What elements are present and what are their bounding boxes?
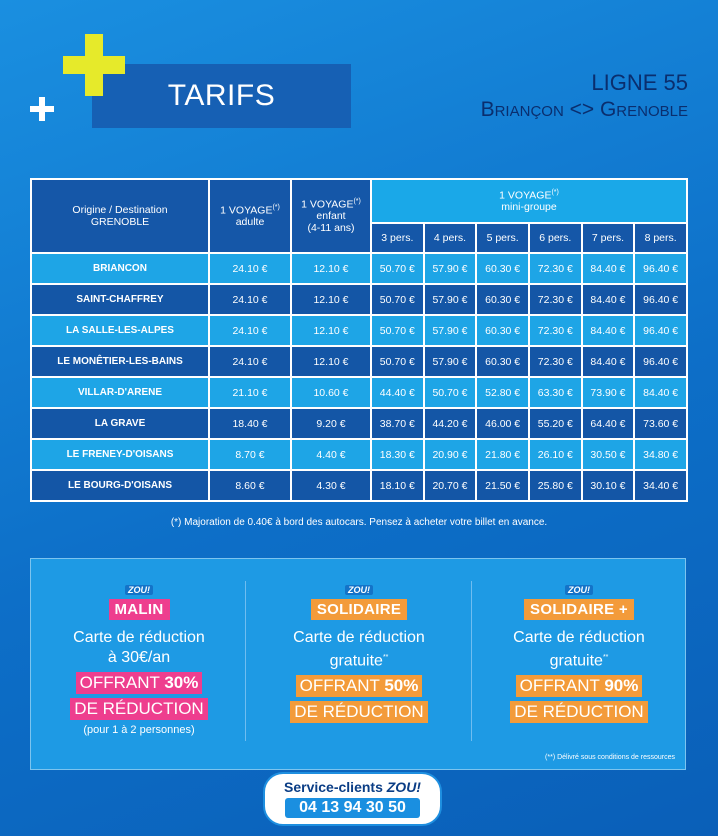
group-price-cell: 55.20 € — [530, 409, 581, 438]
card-desc-l1: Carte de réduction — [513, 629, 645, 646]
offer-value: 50% — [384, 676, 419, 696]
header-adult — [210, 180, 290, 252]
group-price-cell: 72.30 € — [530, 285, 581, 314]
group-price-cell: 20.70 € — [425, 471, 476, 500]
card-desc — [471, 628, 687, 671]
group-price-cell: 84.40 € — [583, 316, 634, 345]
card-offer-l2: DE RÉDUCTION — [290, 701, 427, 723]
fare-rows — [32, 254, 686, 500]
header-adult-sup: (*) — [272, 203, 280, 211]
group-price-cell: 46.00 € — [477, 409, 528, 438]
group-price-cell: 50.70 € — [372, 254, 423, 283]
group-size: 5 pers. — [477, 224, 528, 252]
group-price-cell: 64.40 € — [583, 409, 634, 438]
group-price-cell: 50.70 € — [372, 347, 423, 376]
group-price-cell: 72.30 € — [530, 316, 581, 345]
card-offer — [76, 672, 203, 694]
page-title-text: TARIFS — [167, 79, 276, 112]
card-name: SOLIDAIRE — [311, 599, 407, 620]
destination-cell: LE FRENEY-D'OISANS — [32, 440, 208, 469]
plus-yellow-icon — [63, 34, 125, 96]
group-price-cell: 50.70 € — [425, 378, 476, 407]
adult-price-cell: 24.10 € — [210, 254, 290, 283]
service-label-row — [265, 779, 440, 795]
group-price-cell: 30.10 € — [583, 471, 634, 500]
group-price-cell: 21.50 € — [477, 471, 528, 500]
group-price-cell: 96.40 € — [635, 316, 686, 345]
zou-logo: ZOU! — [565, 585, 593, 595]
group-price-cell: 18.10 € — [372, 471, 423, 500]
offer-value: 90% — [604, 676, 639, 696]
group-price-cell: 63.30 € — [530, 378, 581, 407]
header-origin-l1: Origine / Destination — [72, 204, 168, 216]
child-price-cell: 12.10 € — [292, 254, 370, 283]
group-price-cell: 73.90 € — [583, 378, 634, 407]
group-price-cell: 84.40 € — [635, 378, 686, 407]
offer-value: 30% — [164, 673, 199, 692]
child-price-cell: 12.10 € — [292, 347, 370, 376]
header-group-l2: mini-groupe — [501, 201, 557, 214]
table-row — [32, 471, 686, 500]
card-offer — [296, 675, 423, 697]
header-child-l1: 1 VOYAGE — [301, 198, 354, 211]
group-price-cell: 96.40 € — [635, 347, 686, 376]
destination-cell: BRIANCON — [32, 254, 208, 283]
child-price-cell: 12.10 € — [292, 285, 370, 314]
card-sup: ** — [602, 654, 609, 661]
table-row — [32, 440, 686, 469]
child-price-cell: 12.10 € — [292, 316, 370, 345]
header-child-l3: (4-11 ans) — [307, 222, 355, 235]
service-clients[interactable] — [263, 772, 442, 826]
group-price-cell: 50.70 € — [372, 285, 423, 314]
line-route: Briançon <> Grenoble — [480, 98, 688, 121]
group-price-cell: 38.70 € — [372, 409, 423, 438]
group-price-cell: 73.60 € — [635, 409, 686, 438]
table-row — [32, 409, 686, 438]
card-solidaire-plus — [471, 559, 687, 769]
adult-price-cell: 18.40 € — [210, 409, 290, 438]
table-footnote: (*) Majoration de 0.40€ à bord des autocars. Pensez à acheter votre billet en avance. — [170, 517, 548, 528]
card-offer — [516, 675, 643, 697]
line-number: LIGNE 55 — [591, 70, 688, 95]
header-child — [292, 180, 370, 252]
page-title — [92, 64, 351, 128]
group-price-cell: 30.50 € — [583, 440, 634, 469]
child-price-cell: 4.30 € — [292, 471, 370, 500]
destination-cell: LA GRAVE — [32, 409, 208, 438]
group-price-cell: 60.30 € — [477, 285, 528, 314]
card-desc — [251, 628, 467, 671]
line-info — [481, 70, 688, 122]
child-price-cell: 9.20 € — [292, 409, 370, 438]
card-desc-l2: gratuite — [329, 652, 383, 670]
group-price-cell: 44.20 € — [425, 409, 476, 438]
group-price-cell: 84.40 € — [583, 254, 634, 283]
group-price-cell: 57.90 € — [425, 254, 476, 283]
group-price-cell: 60.30 € — [477, 316, 528, 345]
card-offer-l2: DE RÉDUCTION — [510, 701, 647, 723]
card-offer-l2: DE RÉDUCTION — [70, 698, 207, 720]
group-price-cell: 72.30 € — [530, 254, 581, 283]
card-desc — [31, 628, 247, 668]
header-origin-l2: GRENOBLE — [90, 216, 150, 228]
header-child-sup: (*) — [353, 197, 361, 205]
header-group — [372, 180, 686, 222]
group-price-cell: 84.40 € — [583, 285, 634, 314]
card-note: (pour 1 à 2 personnes) — [83, 724, 195, 736]
adult-price-cell: 24.10 € — [210, 316, 290, 345]
destination-cell: LA SALLE-LES-ALPES — [32, 316, 208, 345]
header-adult-l2: adulte — [235, 216, 265, 229]
group-price-cell: 34.80 € — [635, 440, 686, 469]
plus-white-icon — [30, 97, 54, 121]
group-price-cell: 60.30 € — [477, 347, 528, 376]
card-desc-l2: à 30€/an — [107, 649, 171, 666]
group-price-cell: 25.80 € — [530, 471, 581, 500]
table-row — [32, 316, 686, 345]
destination-cell: LE MONÊTIER-LES-BAINS — [32, 347, 208, 376]
group-price-cell: 57.90 € — [425, 316, 476, 345]
card-name: MALIN — [109, 599, 170, 620]
service-phone[interactable]: 04 13 94 30 50 — [285, 798, 420, 818]
group-price-cell: 96.40 € — [635, 254, 686, 283]
adult-price-cell: 8.60 € — [210, 471, 290, 500]
table-row — [32, 285, 686, 314]
header-child-l2: enfant — [316, 210, 346, 223]
zou-logo: ZOU! — [125, 585, 153, 595]
zou-logo: ZOU! — [345, 585, 373, 595]
group-size: 3 pers. — [372, 224, 423, 252]
group-price-cell: 50.70 € — [372, 316, 423, 345]
group-price-cell: 20.90 € — [425, 440, 476, 469]
header-origin — [32, 180, 208, 252]
cards-footnote: (**) Délivré sous conditions de ressources — [545, 754, 675, 761]
adult-price-cell: 24.10 € — [210, 347, 290, 376]
group-size: 8 pers. — [635, 224, 686, 252]
group-price-cell: 57.90 € — [425, 347, 476, 376]
adult-price-cell: 21.10 € — [210, 378, 290, 407]
card-desc-l1: Carte de réduction — [73, 629, 205, 646]
adult-price-cell: 8.70 € — [210, 440, 290, 469]
group-price-cell: 52.80 € — [477, 378, 528, 407]
header-adult-l1: 1 VOYAGE — [220, 204, 273, 217]
fare-table — [30, 178, 688, 502]
offer-pre: OFFRANT — [299, 676, 385, 696]
group-price-cell: 34.40 € — [635, 471, 686, 500]
group-price-cell: 18.30 € — [372, 440, 423, 469]
card-sup: ** — [382, 654, 389, 661]
destination-cell: LE BOURG-D'OISANS — [32, 471, 208, 500]
discount-cards — [30, 558, 686, 770]
card-solidaire — [251, 559, 467, 769]
group-price-cell: 96.40 € — [635, 285, 686, 314]
child-price-cell: 10.60 € — [292, 378, 370, 407]
card-desc-l1: Carte de réduction — [293, 629, 425, 646]
zou-logo: ZOU! — [386, 779, 421, 795]
adult-price-cell: 24.10 € — [210, 285, 290, 314]
group-price-cell: 72.30 € — [530, 347, 581, 376]
table-row — [32, 347, 686, 376]
group-price-cell: 60.30 € — [477, 254, 528, 283]
header-group-sup: (*) — [551, 188, 559, 196]
table-row — [32, 254, 686, 283]
header-group-l1: 1 VOYAGE — [499, 189, 552, 202]
destination-cell: VILLAR-D'ARENE — [32, 378, 208, 407]
group-size: 4 pers. — [425, 224, 476, 252]
table-row — [32, 378, 686, 407]
group-size: 6 pers. — [530, 224, 581, 252]
service-label: Service-clients — [284, 779, 383, 795]
group-price-cell: 84.40 € — [583, 347, 634, 376]
card-malin — [31, 559, 247, 769]
group-price-cell: 21.80 € — [477, 440, 528, 469]
offer-pre: OFFRANT — [79, 673, 165, 692]
card-name: SOLIDAIRE + — [524, 599, 634, 620]
destination-cell: SAINT-CHAFFREY — [32, 285, 208, 314]
card-desc-l2: gratuite — [549, 652, 603, 670]
offer-pre: OFFRANT — [519, 676, 605, 696]
group-price-cell: 26.10 € — [530, 440, 581, 469]
group-size: 7 pers. — [583, 224, 634, 252]
group-price-cell: 44.40 € — [372, 378, 423, 407]
group-price-cell: 57.90 € — [425, 285, 476, 314]
child-price-cell: 4.40 € — [292, 440, 370, 469]
